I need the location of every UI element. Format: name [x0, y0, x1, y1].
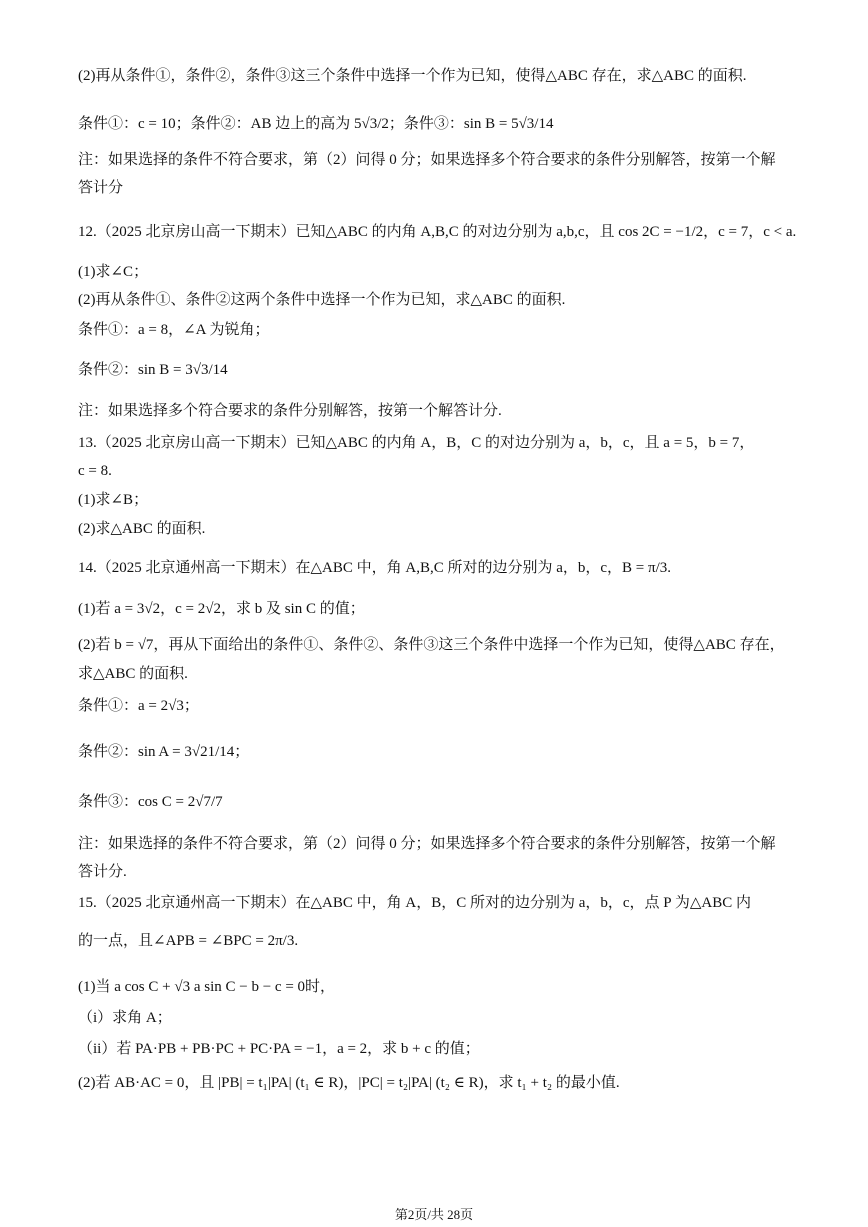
text-line: 14.（2025 北京通州高一下期末）在△ABC 中，角 A,B,C 所对的边分别为 a，b，c，B = π/3.	[78, 560, 671, 576]
text-line: 答计分	[78, 180, 124, 196]
text-line: 的一点，且∠APB = ∠BPC = 2π/3.	[78, 933, 299, 949]
text-line: (2)再从条件①，条件②，条件③这三个条件中选择一个作为已知，使得△ABC 存在，求△ABC 的面积.	[78, 68, 747, 84]
text-line: (2)若 AB·AC = 0，且 |PB| = t₁|PA| (t₁ ∈ R)，|PC| = t₂|PA| (t₂ ∈ R)，求 t₁ + t₂ 的最小值.	[78, 1075, 620, 1091]
text-line: (2)若 b = √7，再从下面给出的条件①、条件②、条件③这三个条件中选择一个作为已知，使得△ABC 存在，	[78, 637, 785, 653]
text-line: c = 8.	[78, 463, 112, 479]
text-line: 条件②：sin B = 3√3/14	[78, 362, 228, 378]
text-line: (1)若 a = 3√2，c = 2√2，求 b 及 sin C 的值；	[78, 601, 365, 617]
text-line: 条件①：a = 2√3；	[78, 698, 199, 714]
text-line: 注：如果选择的条件不符合要求，第（2）问得 0 分；如果选择多个符合要求的条件分别解答，按第一个解	[78, 152, 776, 168]
text-line: 条件①：c = 10；条件②：AB 边上的高为 5√3/2；条件③：sin B = 5√3/14	[78, 116, 554, 132]
text-line: 条件①：a = 8，∠A 为锐角；	[78, 322, 270, 338]
text-line: （i）求角 A；	[78, 1010, 172, 1026]
text-line: 条件②：sin A = 3√21/14；	[78, 744, 250, 760]
text-line: 注：如果选择多个符合要求的条件分别解答，按第一个解答计分.	[78, 403, 502, 419]
text-line: (2)再从条件①、条件②这两个条件中选择一个作为已知，求△ABC 的面积.	[78, 292, 566, 308]
text-line: (1)求∠C；	[78, 264, 149, 280]
text-line: (2)求△ABC 的面积.	[78, 521, 206, 537]
text-line: 15.（2025 北京通州高一下期末）在△ABC 中，角 A，B，C 所对的边分别为 a，b，c，点 P 为△ABC 内	[78, 895, 751, 911]
text-line: 答计分.	[78, 864, 127, 880]
text-line: 条件③：cos C = 2√7/7	[78, 794, 223, 810]
text-line: （ii）若 PA·PB + PB·PC + PC·PA = −1，a = 2，求 b + c 的值；	[78, 1041, 480, 1057]
text-line: 12.（2025 北京房山高一下期末）已知△ABC 的内角 A,B,C 的对边分别为 a,b,c，且 cos 2C = −1/2，c = 7，c < a.	[78, 224, 797, 240]
text-line: 求△ABC 的面积.	[78, 666, 188, 682]
text-line: 注：如果选择的条件不符合要求，第（2）问得 0 分；如果选择多个符合要求的条件分别解答，按第一个解	[78, 836, 776, 852]
text-line: (1)求∠B；	[78, 492, 149, 508]
text-line: 13.（2025 北京房山高一下期末）已知△ABC 的内角 A，B，C 的对边分别为 a，b，c，且 a = 5，b = 7，	[78, 435, 755, 451]
page-footer: 第2页/共 28页	[394, 1207, 474, 1222]
text-line: (1)当 a cos C + √3 a sin C − b − c = 0时，	[78, 979, 336, 995]
